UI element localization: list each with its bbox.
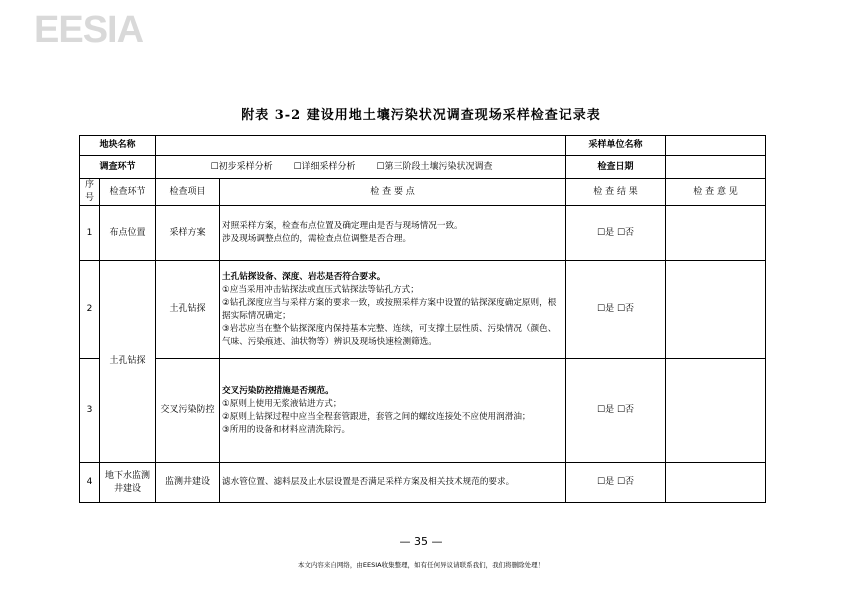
row-item: 采样方案 bbox=[156, 206, 220, 261]
col-header-item: 检查项目 bbox=[156, 179, 220, 206]
stage-option-initial[interactable]: ☐初步采样分析 bbox=[210, 161, 273, 172]
row-stage: 土孔钻探 bbox=[100, 261, 156, 463]
row-item: 监测井建设 bbox=[156, 463, 220, 503]
row-points: 滤水管位置、滤料层及止水层设置是否满足采样方案及相关技术规范的要求。 bbox=[220, 463, 566, 503]
stage-option-third[interactable]: ☐第三阶段土壤污染状况调查 bbox=[376, 161, 493, 172]
row-stage: 布点位置 bbox=[100, 206, 156, 261]
row-result-checkbox[interactable]: ☐是 ☐否 bbox=[566, 463, 666, 503]
row-number: 1 bbox=[80, 206, 100, 261]
page-title: 附表 3-2 建设用地土壤污染状况调查现场采样检查记录表 bbox=[241, 108, 601, 123]
check-date-value[interactable] bbox=[666, 156, 766, 179]
row-opinion[interactable] bbox=[666, 261, 766, 359]
col-header-stage: 检查环节 bbox=[100, 179, 156, 206]
row-points: 交叉污染防控措施是否规范。 ①原则上使用无浆液钻进方式； ②原则上钻探过程中应当全程套管跟进，套管之间的螺纹连接处不应使用润滑油； ③所用的设备和材料应清洗除污。 bbox=[220, 359, 566, 463]
stage-options bbox=[156, 156, 566, 179]
sampling-unit-label: 采样单位名称 bbox=[566, 136, 666, 156]
site-name-label: 地块名称 bbox=[80, 136, 156, 156]
sampling-check-table bbox=[79, 135, 766, 503]
check-date-label: 检查日期 bbox=[566, 156, 666, 179]
row-opinion[interactable] bbox=[666, 463, 766, 503]
col-header-opinion: 检 查 意 见 bbox=[666, 179, 766, 206]
table-row bbox=[80, 261, 766, 359]
site-name-row bbox=[80, 136, 766, 156]
stage-option-detailed[interactable]: ☐详细采样分析 bbox=[293, 161, 356, 172]
row-item: 土孔钻探 bbox=[156, 261, 220, 359]
column-header-row bbox=[80, 179, 766, 206]
row-opinion[interactable] bbox=[666, 206, 766, 261]
eesia-logo: EESIA bbox=[34, 9, 144, 51]
stage-label: 调查环节 bbox=[80, 156, 156, 179]
row-item: 交叉污染防控 bbox=[156, 359, 220, 463]
table-row bbox=[80, 206, 766, 261]
row-points: 土孔钻探设备、深度、岩芯是否符合要求。 ①应当采用冲击钻探法或直压式钻探法等钻孔方式； ②钻孔深度应当与采样方案的要求一致，或按照采样方案中设置的钻探深度确定原则，根据实际情况确定； ③岩芯应当在整个钻探深度内保持基本完整、连续，可支撑土层性质、污染情况（颜色、气味、污染痕迹、油状物等）辨识及现场快速检测筛选。 bbox=[220, 261, 566, 359]
row-number: 4 bbox=[80, 463, 100, 503]
row-stage: 地下水监测井建设 bbox=[100, 463, 156, 503]
row-result-checkbox[interactable]: ☐是 ☐否 bbox=[566, 261, 666, 359]
col-header-result: 检 查 结 果 bbox=[566, 179, 666, 206]
row-points: 对照采样方案，检查布点位置及确定理由是否与现场情况一致。 涉及现场调整点位的，需检查点位调整是否合理。 bbox=[220, 206, 566, 261]
table-row bbox=[80, 463, 766, 503]
row-result-checkbox[interactable]: ☐是 ☐否 bbox=[566, 359, 666, 463]
row-opinion[interactable] bbox=[666, 359, 766, 463]
row-number: 3 bbox=[80, 359, 100, 463]
stage-row bbox=[80, 156, 766, 179]
footer-note: 本文内容来自网络，由EESIA收集整理，如有任何异议请联系我们，我们将删除处理！ bbox=[297, 561, 545, 569]
row-number: 2 bbox=[80, 261, 100, 359]
table-row bbox=[80, 359, 766, 463]
col-header-points: 检 查 要 点 bbox=[220, 179, 566, 206]
page-number: — 35 — bbox=[399, 535, 443, 548]
col-header-no: 序号 bbox=[80, 179, 100, 206]
sampling-unit-value[interactable] bbox=[666, 136, 766, 156]
site-name-value[interactable] bbox=[156, 136, 566, 156]
row-result-checkbox[interactable]: ☐是 ☐否 bbox=[566, 206, 666, 261]
